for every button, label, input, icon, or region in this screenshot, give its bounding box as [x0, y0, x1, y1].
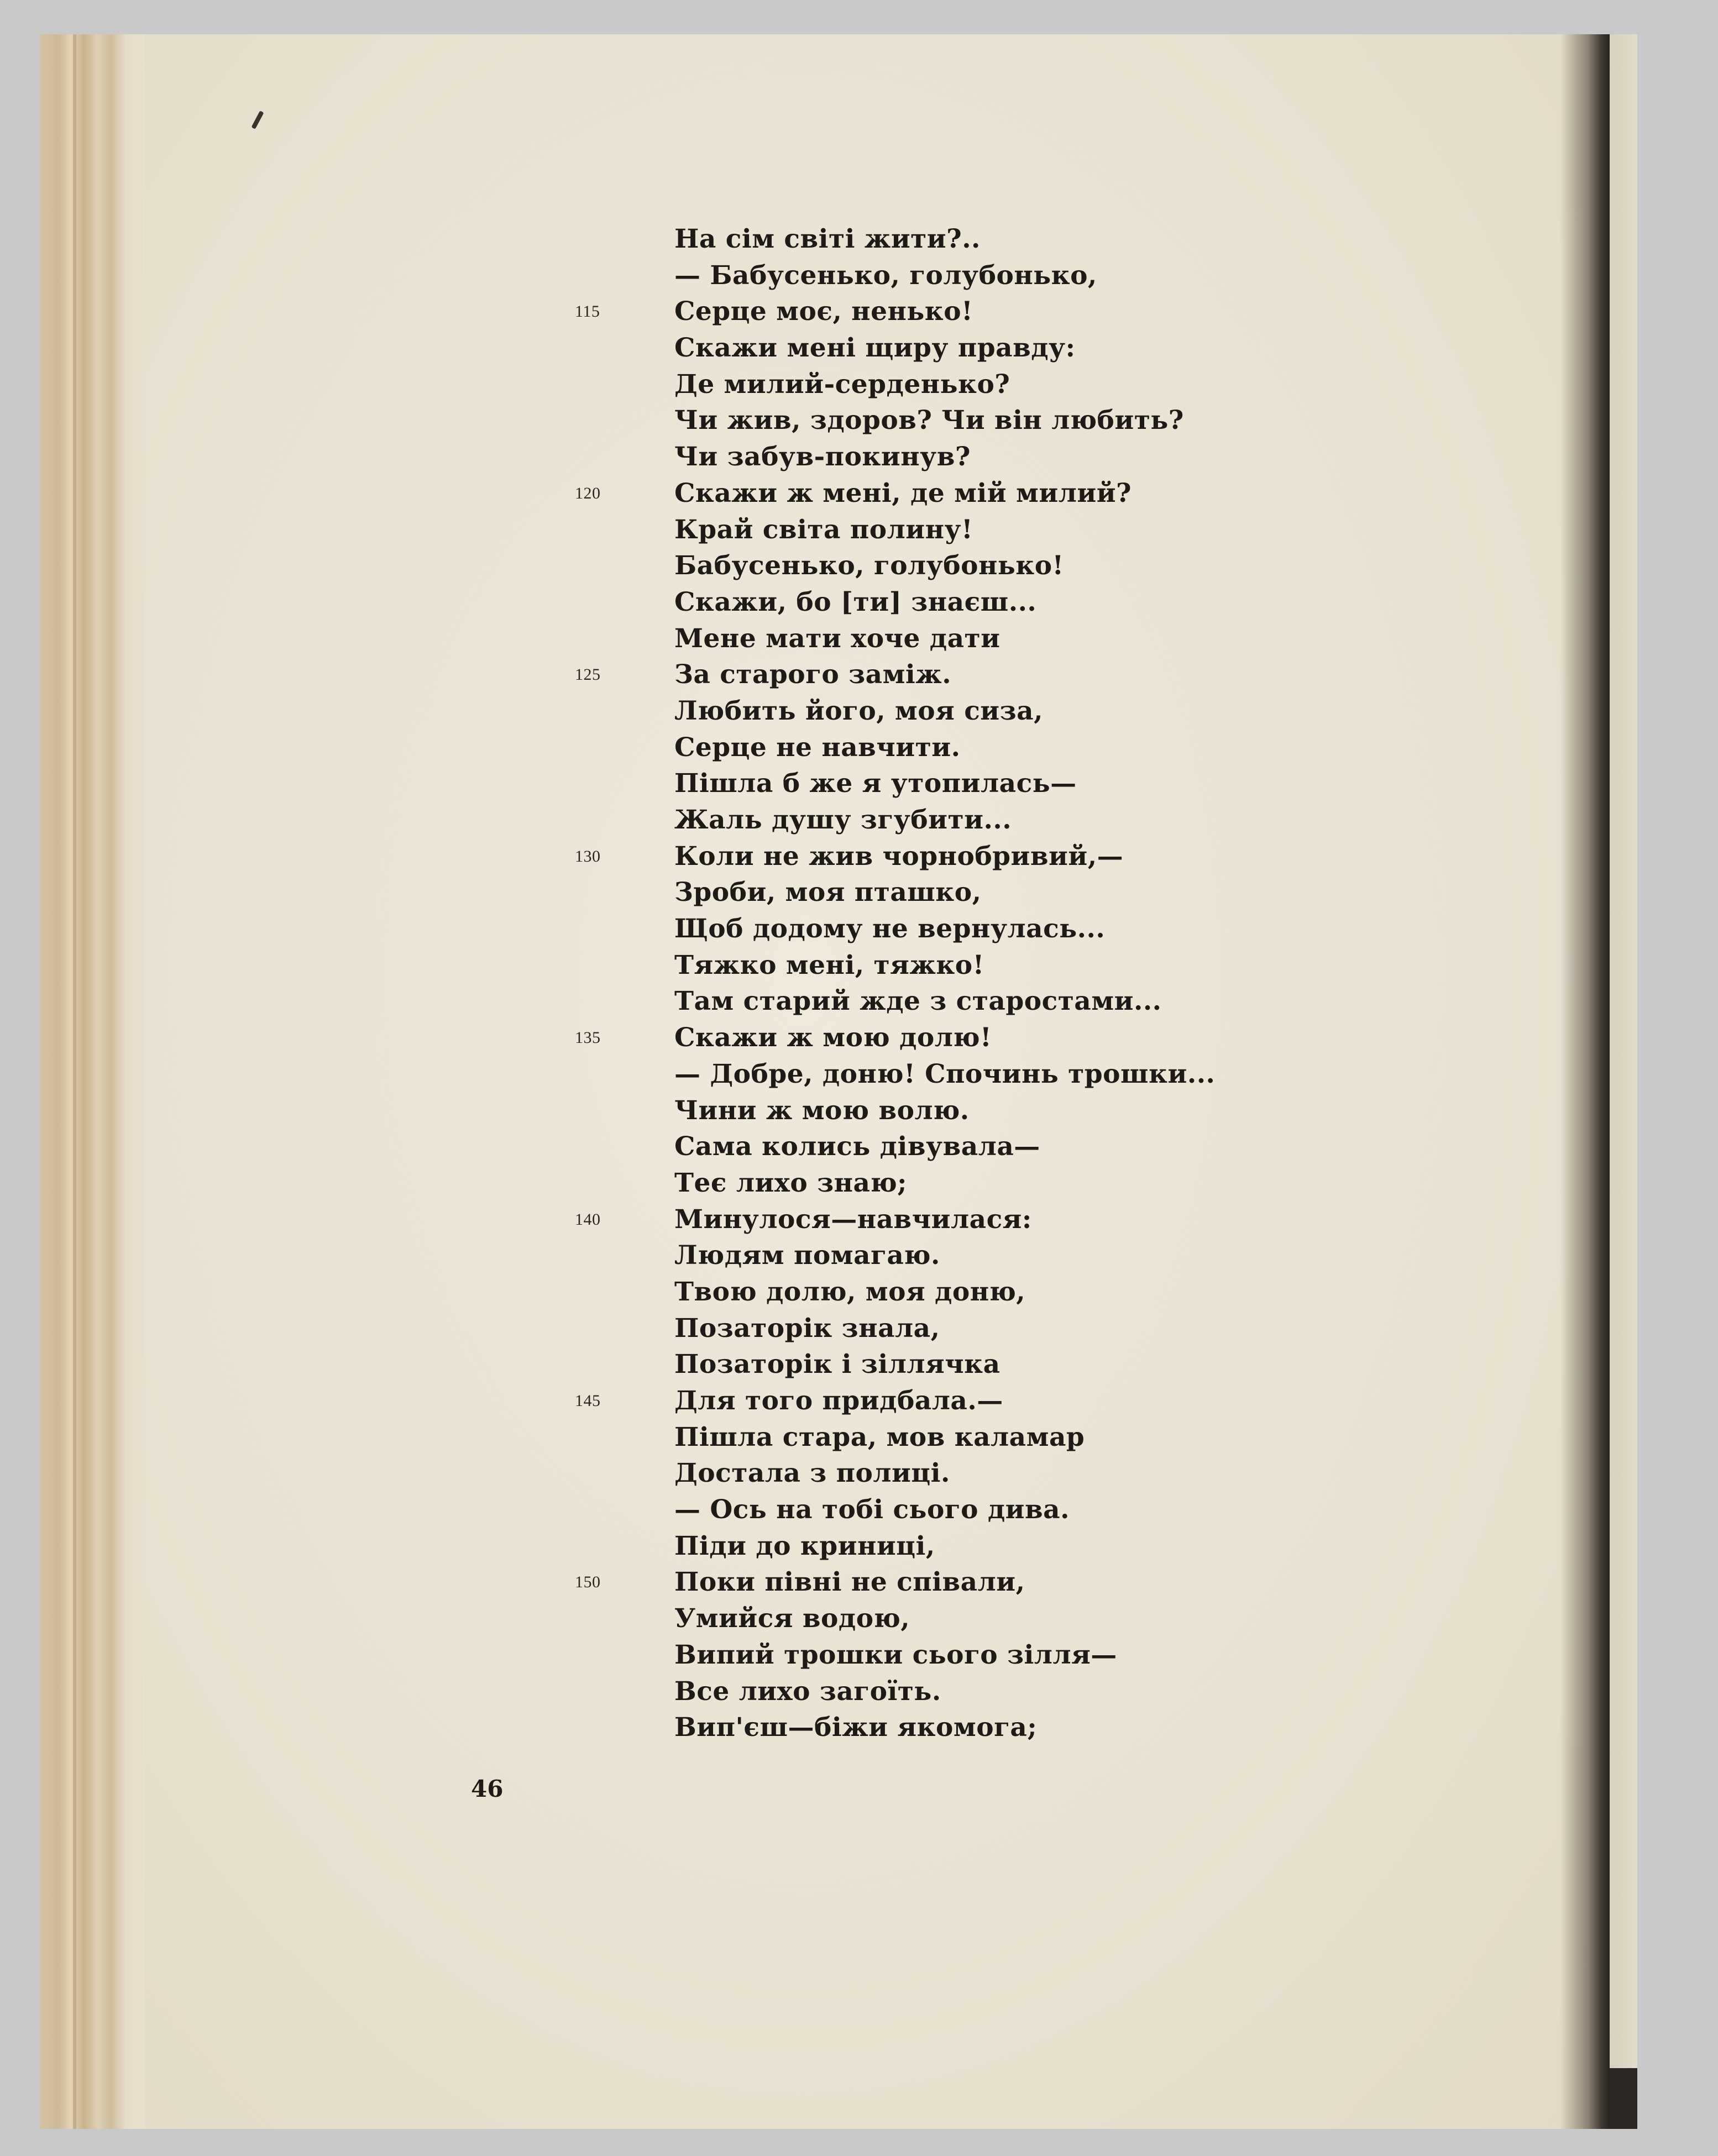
poem-line: [674, 1346, 1338, 1383]
line-text: Для того придбала.—: [674, 1386, 1003, 1416]
line-text: Позаторік і зіллячка: [674, 1349, 1001, 1380]
line-text: Коли не жив чорнобривий,—: [674, 841, 1124, 872]
line-text: Щоб додому не вернулась...: [674, 914, 1106, 945]
line-text: Випий трошки сього зілля—: [674, 1639, 1117, 1670]
poem-line: [674, 402, 1338, 439]
line-text: Жаль душу згубити...: [674, 805, 1012, 835]
poem-line: [674, 1601, 1338, 1637]
line-text: Край світа полину!: [674, 514, 973, 545]
poem-line: [575, 1383, 1338, 1419]
line-text: Де милий-серденько?: [674, 369, 1010, 400]
line-text: Поки півні не співали,: [674, 1567, 1025, 1598]
page-number: 46: [471, 1775, 504, 1802]
poem-line: [674, 548, 1338, 584]
line-text: Зроби, моя пташко,: [674, 877, 982, 908]
poem-line: [674, 1455, 1338, 1492]
line-text: Мене мати хоче дати: [674, 623, 1001, 654]
poem-line: [674, 1637, 1338, 1674]
poem-line: [674, 874, 1338, 911]
line-text: Скажи мені щиру правду:: [674, 333, 1076, 364]
line-text: Скажи, бо [ти] знаєш...: [674, 586, 1037, 617]
line-text: Пішла б же я утопилась—: [674, 768, 1077, 799]
poem-line: [674, 1274, 1338, 1310]
poem-line: [674, 947, 1338, 984]
poem-line: [674, 730, 1338, 766]
line-text: Скажи ж мою долю!: [674, 1022, 992, 1053]
poem-line: [674, 1093, 1338, 1129]
line-text: Чи забув-покинув?: [674, 442, 971, 473]
poem-line: [674, 1419, 1338, 1456]
line-number: 140: [575, 1210, 601, 1229]
poem-line: [674, 258, 1338, 294]
line-text: Чини ж мою волю.: [674, 1095, 970, 1126]
line-number: 115: [575, 302, 600, 321]
poem-line: [575, 1202, 1338, 1238]
line-text: — Ось на тобі сього дива.: [674, 1494, 1070, 1525]
poem-line: [674, 366, 1338, 403]
next-page-edge: [1610, 34, 1637, 2129]
line-text: Достала з полиці.: [674, 1458, 950, 1489]
poem-line: [674, 512, 1338, 548]
line-text: Твою долю, моя доню,: [674, 1276, 1026, 1307]
poem-line: [674, 584, 1338, 621]
poem-line: [674, 1709, 1338, 1746]
line-text: Бабусенько, голубонько!: [674, 550, 1064, 581]
line-text: За старого заміж.: [674, 659, 952, 690]
poem-line: [674, 621, 1338, 657]
line-text: — Добре, доню! Спочинь трошки...: [674, 1058, 1216, 1089]
line-text: Серце моє, ненько!: [674, 296, 973, 327]
poem-line: [674, 1237, 1338, 1274]
line-text: Піди до криниці,: [674, 1530, 935, 1561]
poem-line: [674, 1165, 1338, 1202]
line-text: Теє лихо знаю;: [674, 1167, 907, 1198]
poem-line: [575, 1564, 1338, 1601]
line-number: 125: [575, 665, 601, 684]
line-number: 135: [575, 1029, 601, 1047]
poem-line: [674, 1528, 1338, 1565]
line-number: 150: [575, 1573, 601, 1592]
line-text: Сама колись дівувала—: [674, 1131, 1040, 1162]
binding-shadow: [1610, 2068, 1637, 2129]
poem-line: [674, 1674, 1338, 1710]
line-text: Позаторік знала,: [674, 1313, 940, 1344]
page-stack-edge: [40, 34, 145, 2129]
line-text: Людям помагаю.: [674, 1240, 940, 1271]
poem-text: [575, 221, 1338, 1746]
poem-line: [674, 983, 1338, 1020]
poem-line: [674, 693, 1338, 730]
line-text: Тяжко мені, тяжко!: [674, 950, 984, 980]
line-text: Минулося—навчилася:: [674, 1204, 1032, 1235]
poem-line: [674, 1056, 1338, 1093]
line-number: 145: [575, 1392, 601, 1410]
poem-line: [674, 765, 1338, 802]
line-text: Там старий жде з старостами...: [674, 986, 1162, 1017]
line-text: Пішла стара, мов каламар: [674, 1421, 1085, 1452]
line-number: 130: [575, 847, 601, 865]
line-text: Умийся водою,: [674, 1603, 910, 1634]
poem-line: [575, 1020, 1338, 1056]
line-number: 120: [575, 484, 601, 502]
line-text: Все лихо загоїть.: [674, 1676, 941, 1707]
poem-line: [674, 1310, 1338, 1347]
line-text: Любить його, моя сиза,: [674, 695, 1043, 726]
poem-line: [575, 838, 1338, 875]
line-text: Серце не навчити.: [674, 732, 961, 763]
poem-line: [575, 657, 1338, 693]
poem-line: [674, 1492, 1338, 1528]
line-text: Чи жив, здоров? Чи він любить?: [674, 405, 1184, 436]
poem-line: [674, 911, 1338, 947]
line-text: На сім світі жити?..: [674, 224, 981, 254]
poem-line: [575, 475, 1338, 512]
line-text: Скажи ж мені, де мій милий?: [674, 478, 1132, 508]
poem-line: [674, 221, 1338, 258]
poem-line: [674, 330, 1338, 366]
poem-line: [575, 293, 1338, 330]
line-text: Вип'єш—біжи якомога;: [674, 1712, 1038, 1743]
book-gutter: [1560, 34, 1610, 2129]
line-text: — Бабусенько, голубонько,: [674, 260, 1097, 291]
poem-line: [674, 1129, 1338, 1165]
poem-line: [674, 802, 1338, 838]
poem-line: [674, 439, 1338, 475]
